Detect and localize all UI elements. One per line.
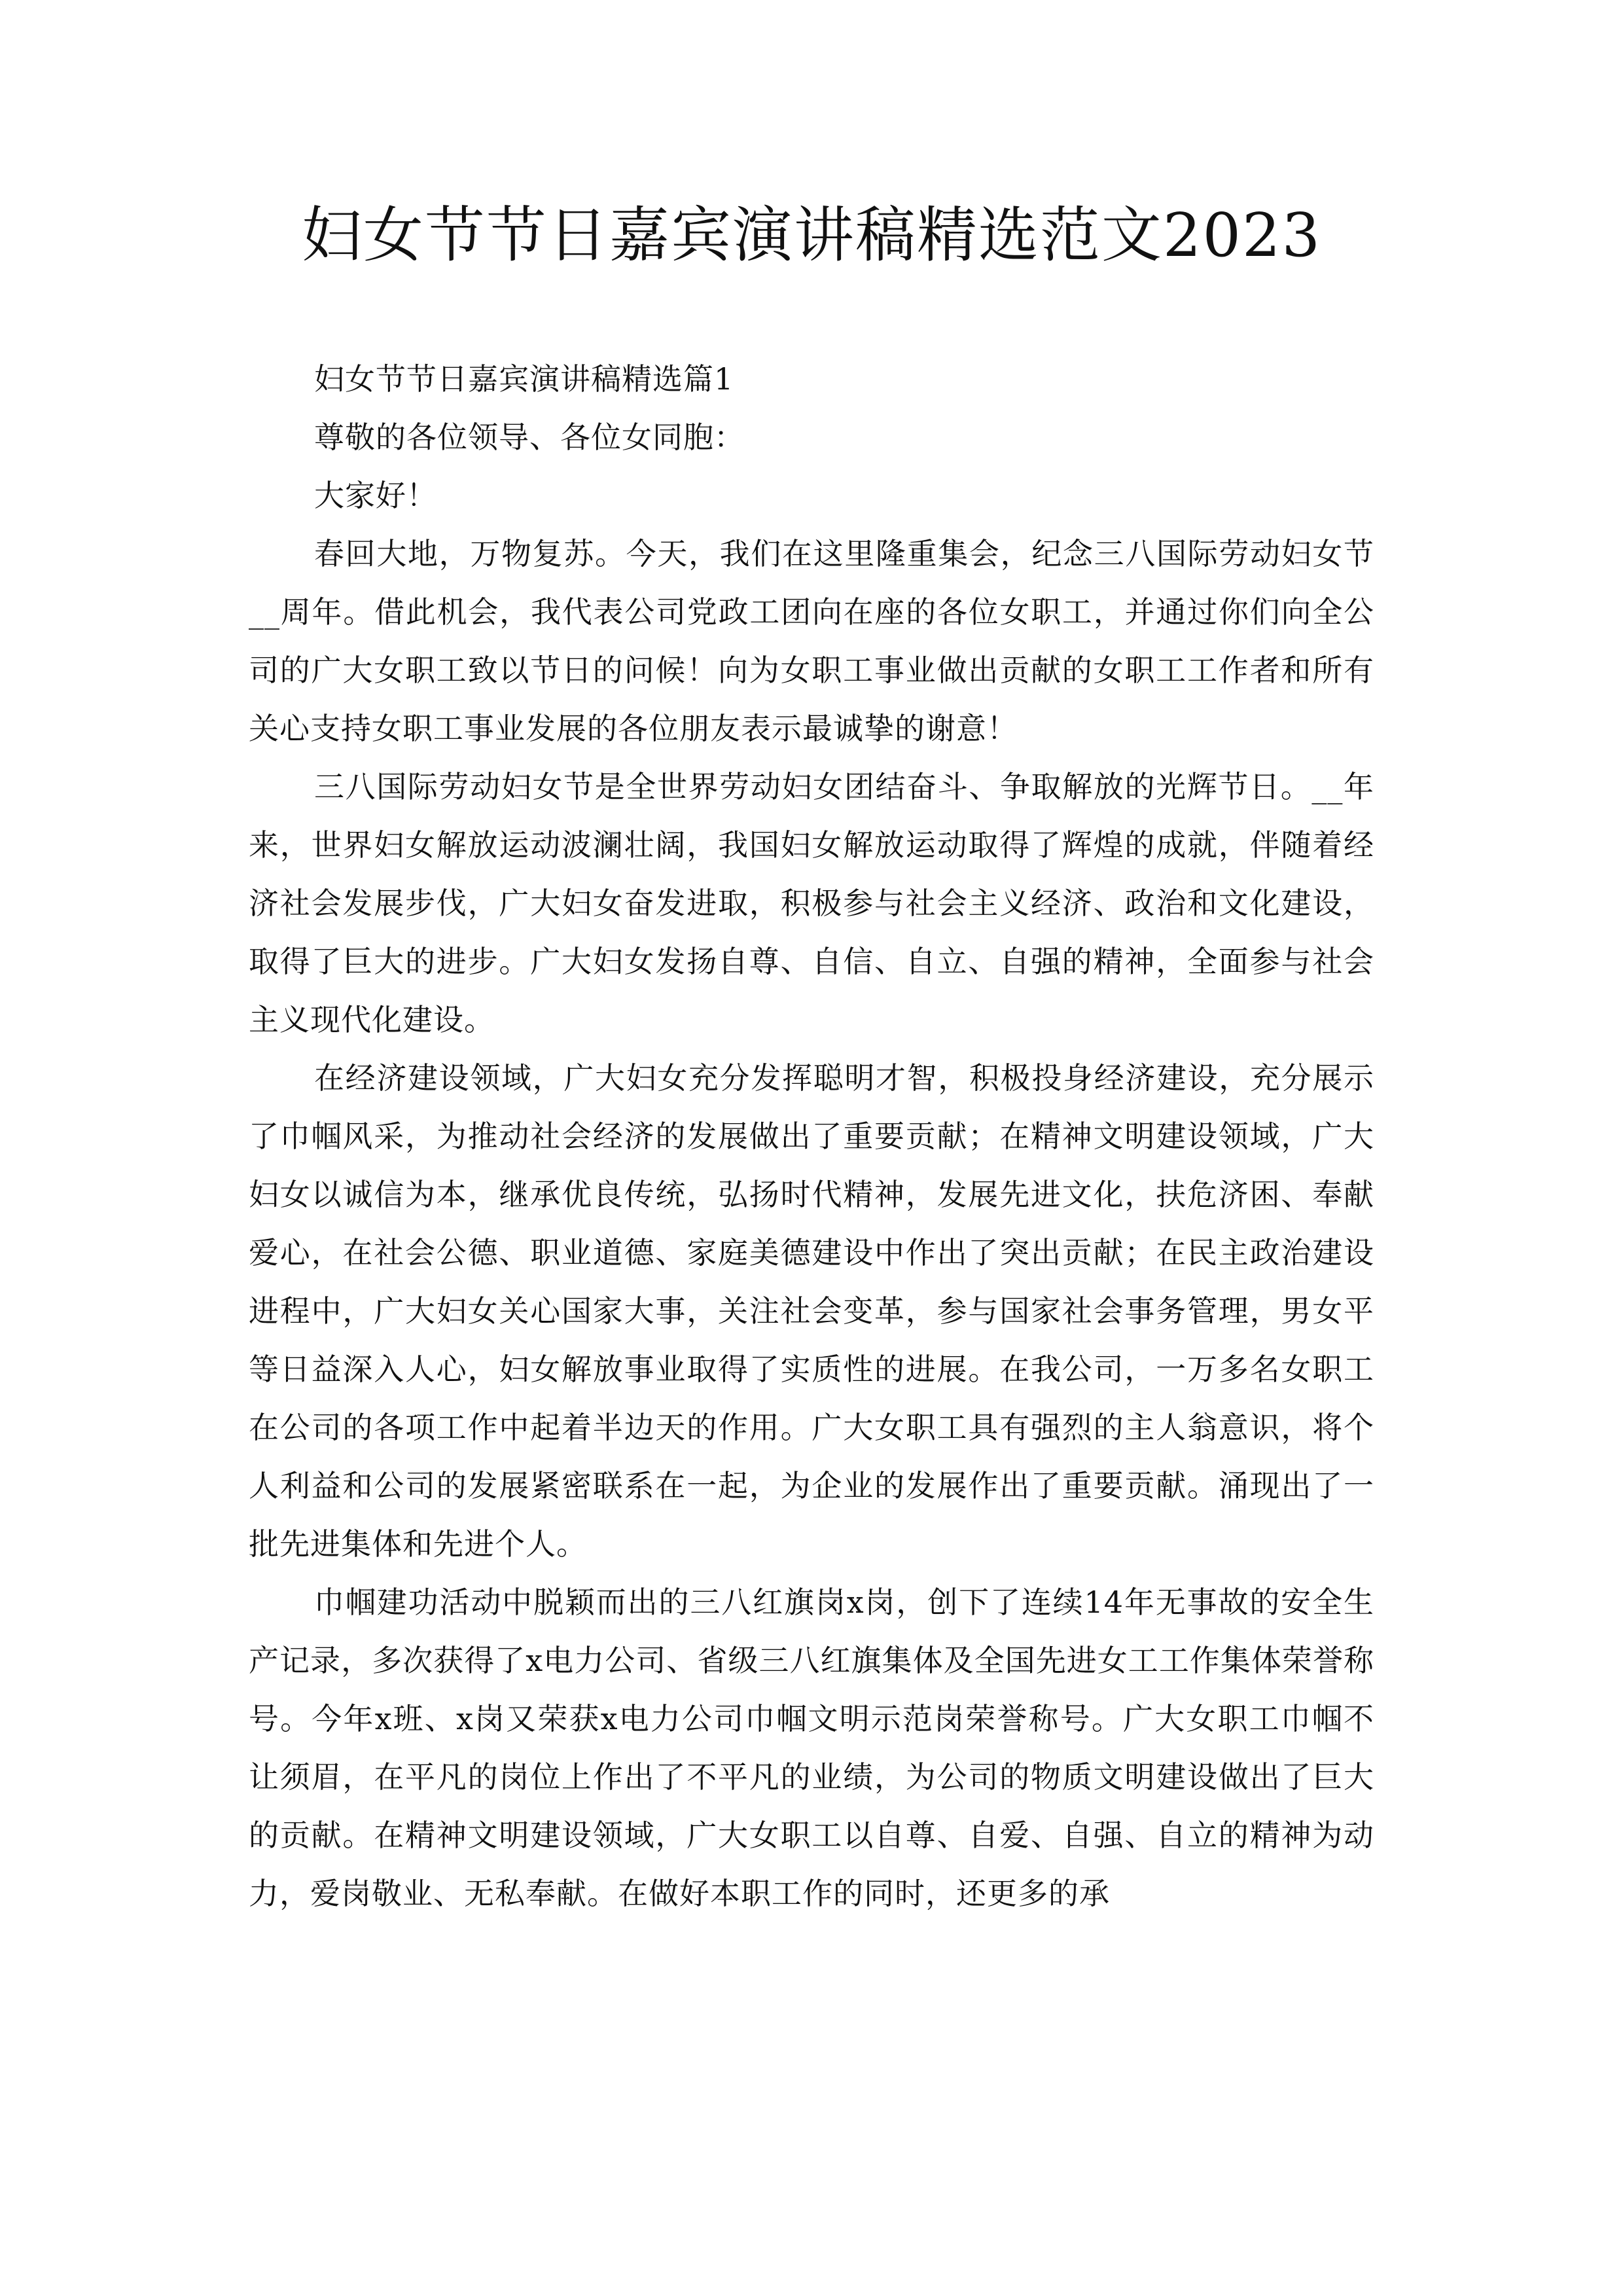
greeting: 大家好！ [314, 478, 437, 513]
document-title: 妇女节节日嘉宾演讲稿精选范文2023 [301, 200, 1322, 270]
section-heading: 妇女节节日嘉宾演讲稿精选篇1 [314, 361, 734, 397]
body-paragraph: 春回大地，万物复苏。今天，我们在这里隆重集会，纪念三八国际劳动妇女节__周年。借此机会，我代表公司党政工团向在座的各位女职工，并通过你们向全公司的广大女职工致以节日的问候！向为女职工事业做出贡献的女职工工作者和所有关心支持女职工事业发展的各位朋友表示最诚挚的谢意！ [249, 536, 1374, 746]
body-paragraph: 三八国际劳动妇女节是全世界劳动妇女团结奋斗、争取解放的光辉节日。__年来，世界妇女解放运动波澜壮阔，我国妇女解放运动取得了辉煌的成就，伴随着经济社会发展步伐，广大妇女奋发进取，积极参与社会主义经济、政治和文化建设，取得了巨大的进步。广大妇女发扬自尊、自信、自立、自强的精神，全面参与社会主义现代化建设。 [249, 769, 1374, 1037]
document-body [249, 350, 1374, 1923]
salutation: 尊敬的各位领导、各位女同胞： [314, 420, 745, 455]
body-paragraph: 在经济建设领域，广大妇女充分发挥聪明才智，积极投身经济建设，充分展示了巾帼风采，为推动社会经济的发展做出了重要贡献；在精神文明建设领域，广大妇女以诚信为本，继承优良传统，弘扬时代精神，发展先进文化，扶危济困、奉献爱心，在社会公德、职业道德、家庭美德建设中作出了突出贡献；在民主政治建设进程中，广大妇女关心国家大事，关注社会变革，参与国家社会事务管理，男女平等日益深入人心，妇女解放事业取得了实质性的进展。在我公司，一万多名女职工在公司的各项工作中起着半边天的作用。广大女职工具有强烈的主人翁意识，将个人利益和公司的发展紧密联系在一起，为企业的发展作出了重要贡献。涌现出了一批先进集体和先进个人。 [249, 1060, 1374, 1562]
body-paragraph: 巾帼建功活动中脱颖而出的三八红旗岗x岗，创下了连续14年无事故的安全生产记录，多次获得了x电力公司、省级三八红旗集体及全国先进女工工作集体荣誉称号。今年x班、x岗又荣获x电力公司巾帼文明示范岗荣誉称号。广大女职工巾帼不让须眉，在平凡的岗位上作出了不平凡的业绩，为公司的物质文明建设做出了巨大的贡献。在精神文明建设领域，广大女职工以自尊、自爱、自强、自立的精神为动力，爱岗敬业、无私奉献。在做好本职工作的同时，还更多的承 [249, 1585, 1374, 1911]
